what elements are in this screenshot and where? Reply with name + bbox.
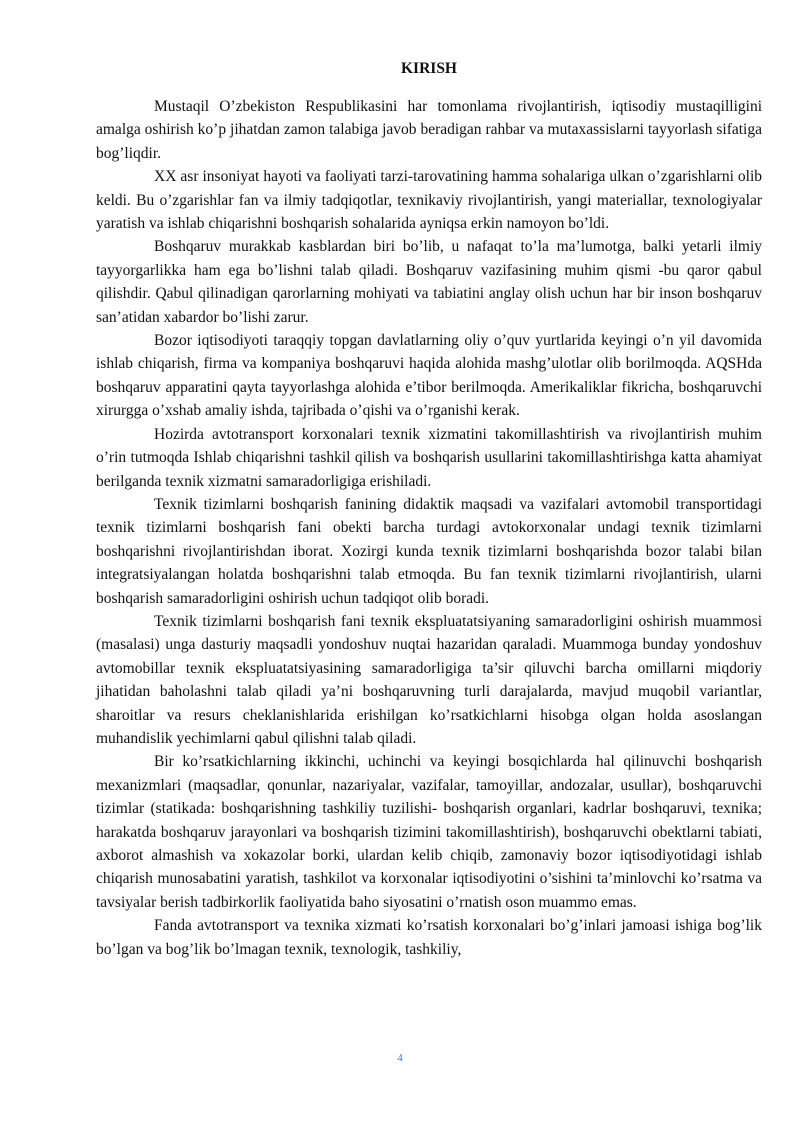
paragraph-1: Mustaqil O’zbekiston Respublikasini har tomonlama rivojlantirish, iqtisodiy mustaqilligini amalga oshirish ko’p jihatdan zamon talabiga javob beradigan rahbar va mutaxassislarni tayyorlash sifatiga bog’liqdir. (96, 98, 762, 162)
paragraph-7: Texnik tizimlarni boshqarish fani texnik ekspluatatsiyaning samaradorligini oshirish muammosi (masalasi) unga dasturiy maqsadli yondoshuv nuqtai hazaridan qaraladi. Muammoga bunday yondoshuv avtomobillar texnik ekspluatatsiyasining samaradorligiga ta’sir qiluvchi barcha omillarni miqdoriy jihatidan baholashni talab qiladi ya’ni boshqaruvning turli darajalarda, mavjud muqobil variantlar, sharoitlar va resurs cheklanishlarida erishilgan ko’rsatkichlarni hisobga olgan holda asoslangan muhandislik yechimlarni qabul qilishni talab qiladi. (96, 612, 762, 747)
paragraph-6: Texnik tizimlarni boshqarish fanining didaktik maqsadi va vazifalari avtomobil transportidagi texnik tizimlarni boshqarish fani obekti barcha turdagi avtokorxonalar undagi texnik tizimlarni boshqarishni rivojlantirishdan iborat. Xozirgi kunda texnik tizimlarni boshqarishda bozor talabi bilan integratsiyalangan holatda boshqarishni talab etmoqda. Bu fan texnik tizimlarni rivojlantirish, ularni boshqarish samaradorligini oshirish uchun tadqiqot olib boradi. (96, 495, 762, 607)
paragraph-4: Bozor iqtisodiyoti taraqqiy topgan davlatlarning oliy o’quv yurtlarida keyingi o’n yil davomida ishlab chiqarish, firma va kompaniya boshqaruvi haqida alohida mashg’ulotlar olib borilmoqda. AQSHda boshqaruv apparatini qayta tayyorlashga alohida e’tibor berilmoqda. Amerikaliklar fikricha, boshqaruvchi xirurgga o’xshab amaliy ishda, tajribada o’qishi va o’rganishi kerak. (96, 332, 762, 420)
page-title: KIRISH (401, 60, 457, 77)
paragraph-8: Bir ko’rsatkichlarning ikkinchi, uchinchi va keyingi bosqichlarda hal qilinuvchi boshqarish mexanizmlari (maqsadlar, qonunlar, nazariyalar, vazifalar, tamoyillar, andozalar, usullar), boshqaruvchi tizimlar (statikada: boshqarishning tashkiliy tuzilishi- boshqarish organlari, kadrlar boshqaruvi, texnika; harakatda boshqaruv jarayonlari va boshqarish tizimini takomillashtirish), boshqaruvchi obektlarni tabiati, axborot almashish va xokazolar borki, ulardan kelib chiqib, zamonaviy bozor iqtisodiyotidagi ishlab chiqarish munosabatini yaratish, tashkilot va korxonalar iqtisodiyotini o’sishini ta’minlovchi ko’rsatma va tavsiyalar berish tadbirkorlik faoliyatida baho siyosatini o’rnatish oson muammo emas. (96, 753, 762, 911)
page-number: 4 (397, 1052, 403, 1064)
paragraph-9: Fanda avtotransport va texnika xizmati ko’rsatish korxonalari bo’g’inlari jamoasi ishiga bog’lik bo’lgan va bog’lik bo’lmagan texnik, texnologik, tashkiliy, (96, 917, 762, 958)
document-page (96, 58, 762, 961)
paragraph-5: Hozirda avtotransport korxonalari texnik xizmatini takomillashtirish va rivojlantirish muhim o’rin tutmoqda Ishlab chiqarishni tashkil qilish va boshqarish usullarini takomillashtirishga katta ahamiyat berilganda texnik xizmatni samaradorligiga erishiladi. (96, 425, 762, 490)
paragraph-2: XX asr insoniyat hayoti va faoliyati tarzi-tarovatining hamma sohalariga ulkan o’zgarishlarni olib keldi. Bu o’zgarishlar fan va ilmiy tadqiqotlar, texnikaviy rivojlantirish, yangi materiallar, texnologiyalar yaratish va ishlab chiqarishni boshqarish sohalarida ayniqsa erkin namoyon bo’ldi. (96, 168, 762, 233)
paragraph-3: Boshqaruv murakkab kasblardan biri bo’lib, u nafaqat to’la ma’lumotga, balki yetarli ilmiy tayyorgarlikka ham ega bo’lishni talab qiladi. Boshqaruv vazifasining muhim qismi -bu qaror qabul qilishdir. Qabul qilinadigan qarorlarning mohiyati va tabiatini anglay olish uchun har bir inson boshqaruv san’atidan xabardor bo’lishi zarur. (96, 238, 762, 326)
